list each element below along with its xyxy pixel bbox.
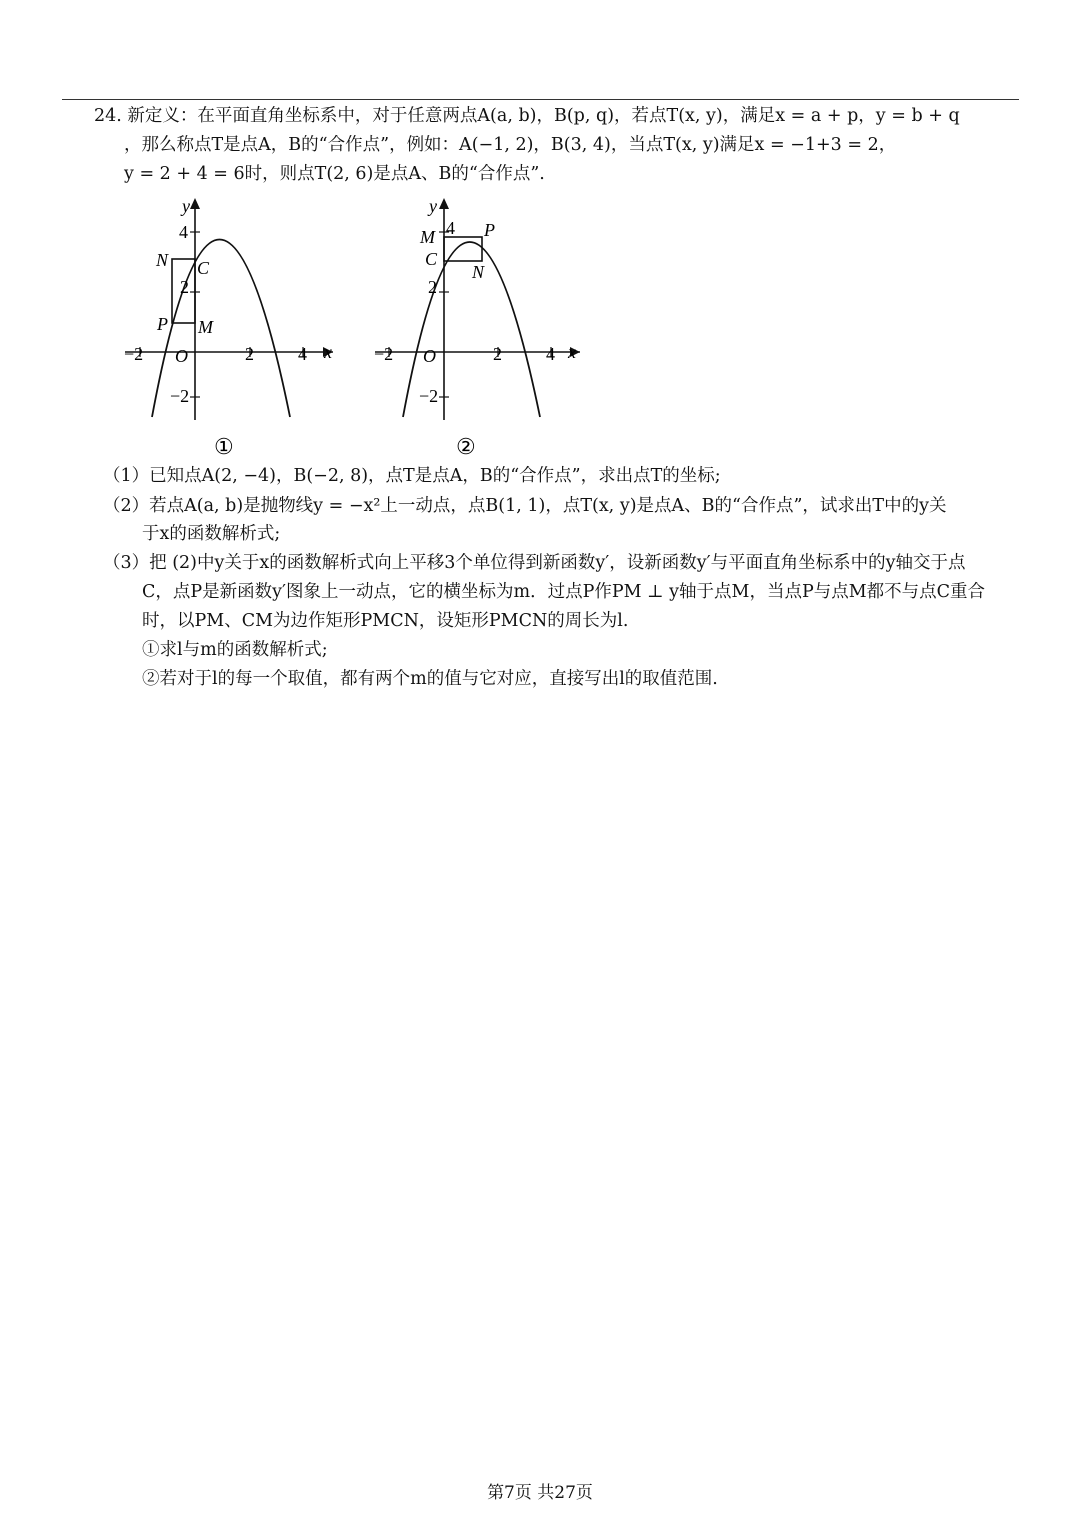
figure-2-point-N: N xyxy=(472,262,485,282)
figure-1-tick-x4: 4 xyxy=(298,344,307,364)
figure-2-tick-x4: 4 xyxy=(546,344,555,364)
figure-1-point-N: N xyxy=(156,250,169,270)
part-3-sub-1: ①求l与m的函数解析式; xyxy=(142,640,328,660)
part-2-line-2: 于x的函数解析式; xyxy=(142,524,281,544)
intro-text-3: y = 2 + 4 = 6时，则点T(2, 6)是点A、B的“合作点”. xyxy=(124,164,545,184)
figure-2-tick-y2: 2 xyxy=(428,277,437,297)
figure-1-caption: ① xyxy=(214,434,234,459)
part-3-line-2: C，点P是新函数y′图象上一动点，它的横坐标为m．过点P作PM ⊥ y轴于点M，当点P与点M都不与点C重合 xyxy=(142,582,986,602)
intro-text-2: ，那么称点T是点A，B的“合作点”，例如：A(−1, 2)，B(3, 4)，当点T(x, y)满足x = −1+3 = 2， xyxy=(124,135,897,155)
figure-2-point-C: C xyxy=(425,249,438,269)
figure-1 xyxy=(120,192,340,466)
figure-2-x-label: x xyxy=(568,342,576,362)
part-2-line-1: （2）若点A(a, b)是抛物线y = −x²上一动点，点B(1, 1)，点T(x, y)是点A、B的“合作点”，试求出T中的y关 xyxy=(103,496,947,516)
figure-1-graph xyxy=(120,192,340,462)
figure-2-tick-x2: 2 xyxy=(493,344,502,364)
figure-2-origin-label: O xyxy=(423,346,436,366)
figure-2-point-P: P xyxy=(484,220,495,240)
figure-1-y-label: y xyxy=(182,196,190,216)
problem-intro-line-1 xyxy=(94,104,960,128)
figure-1-tick-x2: 2 xyxy=(245,344,254,364)
figure-2-caption: ② xyxy=(456,434,476,459)
figure-1-point-C: C xyxy=(197,258,210,278)
figure-1-tick-y4: 4 xyxy=(179,222,188,242)
figure-1-y-arrow-icon xyxy=(190,198,200,209)
top-rule xyxy=(62,99,1019,100)
figure-1-tick-yneg2: −2 xyxy=(170,386,190,406)
part-3-line-3: 时，以PM、CM为边作矩形PMCN，设矩形PMCN的周长为l. xyxy=(142,611,629,631)
figure-1-tick-xneg2: −2 xyxy=(124,344,144,364)
figure-1-tick-y2: 2 xyxy=(180,277,189,297)
figure-1-point-P: P xyxy=(157,314,168,334)
figure-2-tick-xneg2: −2 xyxy=(374,344,394,364)
figure-1-origin-label: O xyxy=(175,346,188,366)
part-3-sub-2: ②若对于l的每一个取值，都有两个m的值与它对应，直接写出l的取值范围. xyxy=(142,669,718,689)
part-1: （1）已知点A(2, −4)，B(−2, 8)，点T是点A，B的“合作点”，求出点T的坐标; xyxy=(103,466,721,486)
intro-text-1: 新定义：在平面直角坐标系中，对于任意两点A(a, b)，B(p, q)，若点T(x, y)，满足x = a + p，y = b + q xyxy=(127,106,960,126)
figure-1-point-M: M xyxy=(198,317,213,337)
part-3-line-1: （3）把 (2)中y关于x的函数解析式向上平移3个单位得到新函数y′，设新函数y′与平面直角坐标系中的y轴交于点 xyxy=(103,553,966,573)
figure-2-point-M: M xyxy=(420,227,435,247)
figure-2-y-label: y xyxy=(429,196,437,216)
figure-2-graph xyxy=(370,192,590,462)
figure-2-tick-yneg2: −2 xyxy=(419,386,439,406)
page-footer: 第7页 共27页 xyxy=(487,1483,593,1503)
figure-2 xyxy=(370,192,590,466)
figure-2-y-arrow-icon xyxy=(439,198,449,209)
figure-2-tick-y4: 4 xyxy=(446,218,455,238)
problem-number: 24. xyxy=(94,106,122,126)
figure-1-x-label: x xyxy=(324,342,332,362)
